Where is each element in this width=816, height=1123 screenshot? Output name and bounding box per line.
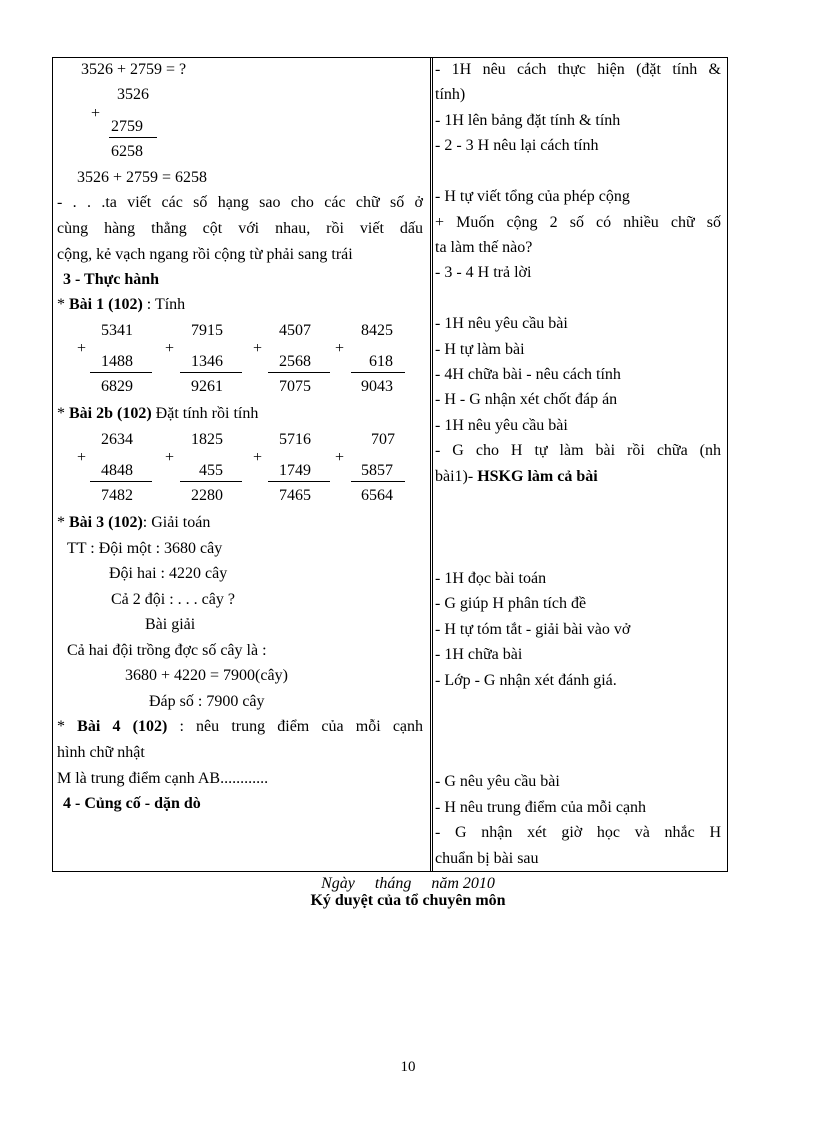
plus-sign: + — [253, 449, 263, 466]
exercise-2-heading — [57, 404, 258, 424]
calc-top: 1825 — [191, 431, 223, 448]
activity-emphasis: HSKG làm cả bài — [477, 468, 598, 485]
midpoint-line: M là trung điểm cạnh AB............ — [57, 770, 269, 787]
activity-line: chuẩn bị bài sau — [435, 850, 539, 867]
sum-line — [90, 372, 152, 373]
date-line: Ngày tháng năm 2010 — [321, 875, 495, 892]
vertical-bottom: 2759 — [111, 118, 143, 135]
activity-line: - G nhận xét giờ học và nhắc H — [435, 824, 721, 841]
sum-line — [268, 481, 330, 482]
calc-result: 2280 — [191, 487, 223, 504]
plus-sign: + — [165, 340, 175, 357]
exercise-4-desc: : nêu trung điểm của mỗi cạnh — [179, 718, 424, 735]
calc-top: 5341 — [101, 322, 133, 339]
exercise-1-title: Bài 1 (102) — [69, 296, 143, 313]
calc-bottom: 1346 — [191, 353, 223, 370]
exercise-4-desc-continued: hình chữ nhật — [57, 744, 145, 761]
equation-question: 3526 + 2759 = ? — [81, 61, 187, 78]
exercise-2-title: Bài 2b (102) — [69, 405, 152, 422]
calc-result: 9043 — [361, 378, 393, 395]
plus-sign: + — [91, 105, 101, 122]
exercise-3-heading — [57, 513, 210, 533]
activity-line: - 1H chữa bài — [435, 646, 523, 663]
activity-line: - 1H nêu yêu cầu bài — [435, 417, 568, 434]
calc-bottom: 455 — [199, 462, 223, 479]
plus-sign: + — [253, 340, 263, 357]
activity-line: - G cho H tự làm bài rồi chữa (nh — [435, 442, 721, 459]
activity-line: - 1H đọc bài toán — [435, 570, 547, 587]
calc-top: 7915 — [191, 322, 223, 339]
solution-answer: Đáp số : 7900 cây — [149, 693, 265, 710]
calc-result: 7482 — [101, 487, 133, 504]
summary-line: Cả 2 đội : . . . cây ? — [111, 591, 235, 608]
activity-line: - H - G nhận xét chốt đáp án — [435, 391, 618, 408]
calc-top: 5716 — [279, 431, 311, 448]
calc-bottom: 1749 — [279, 462, 311, 479]
activity-line: - H tự làm bài — [435, 341, 525, 358]
calc-bottom: 4848 — [101, 462, 133, 479]
sum-line — [180, 372, 242, 373]
summary-line: Đội hai : 4220 cây — [109, 565, 228, 582]
activity-line: - 1H lên bảng đặt tính & tính — [435, 112, 621, 129]
calc-bottom: 618 — [369, 353, 393, 370]
exercise-1-heading — [57, 295, 185, 315]
activity-line: - H nêu trung điểm của mỗi cạnh — [435, 799, 647, 816]
activity-line: - Lớp - G nhận xét đánh giá. — [435, 672, 617, 689]
star: * — [57, 718, 65, 735]
section-practice-heading: 3 - Thực hành — [63, 271, 160, 288]
activity-line: - 1H nêu cách thực hiện (đặt tính & — [435, 61, 721, 78]
calc-top: 8425 — [361, 322, 393, 339]
section-review-heading: 4 - Củng cố - dặn dò — [63, 795, 201, 812]
calc-bottom: 2568 — [279, 353, 311, 370]
exercise-4-heading — [57, 717, 423, 737]
star: * — [57, 296, 65, 313]
star: * — [57, 514, 65, 531]
calc-result: 7465 — [279, 487, 311, 504]
calc-result: 9261 — [191, 378, 223, 395]
explanation-line: cùng hàng thẳng cột với nhau, rồi viết dấu — [57, 220, 423, 237]
plus-sign: + — [77, 449, 87, 466]
exercise-3-title: Bài 3 (102) — [69, 514, 143, 531]
approval-heading: Ký duyệt của tổ chuyên môn — [310, 892, 506, 909]
calc-result: 6829 — [101, 378, 133, 395]
sum-line — [90, 481, 152, 482]
explanation-line: - . . .ta viết các số hạng sao cho các chữ số ở — [57, 194, 423, 211]
activity-line: - 4H chữa bài - nêu cách tính — [435, 366, 621, 383]
activity-text: bài1)- — [435, 468, 478, 485]
calc-result: 7075 — [279, 378, 311, 395]
activity-line: - 3 - 4 H trả lời — [435, 264, 532, 281]
exercise-3-desc: : Giải toán — [142, 514, 211, 531]
activity-line: ta làm thế nào? — [435, 239, 533, 256]
calc-top: 4507 — [279, 322, 311, 339]
plus-sign: + — [77, 340, 87, 357]
sum-line — [268, 372, 330, 373]
star: * — [57, 405, 65, 422]
activity-line: - H tự tóm tắt - giải bài vào vở — [435, 621, 631, 638]
equation-answer: 3526 + 2759 = 6258 — [77, 169, 208, 186]
solution-line: Cả hai đội trồng đợc số cây là : — [67, 642, 267, 659]
calc-bottom: 5857 — [361, 462, 393, 479]
sum-line — [351, 481, 405, 482]
activity-line: - 2 - 3 H nêu lại cách tính — [435, 137, 599, 154]
exercise-1-desc: : Tính — [146, 296, 186, 313]
calc-result: 6564 — [361, 487, 393, 504]
vertical-result: 6258 — [111, 143, 143, 160]
exercise-2-desc: Đặt tính rồi tính — [155, 405, 259, 422]
lesson-table — [52, 57, 728, 872]
activity-line: + Muốn cộng 2 số có nhiều chữ số — [435, 214, 721, 231]
calc-bottom: 1488 — [101, 353, 133, 370]
sum-line — [351, 372, 405, 373]
summary-line: TT : Đội một : 3680 cây — [67, 540, 223, 557]
explanation-line: cộng, kẻ vạch ngang rồi cộng từ phải sang trái — [57, 246, 353, 263]
activity-line: - G giúp H phân tích đề — [435, 595, 587, 612]
plus-sign: + — [165, 449, 175, 466]
activity-line: - G nêu yêu cầu bài — [435, 773, 560, 790]
activity-line: - 1H nêu yêu cầu bài — [435, 315, 568, 332]
calc-top: 707 — [371, 431, 395, 448]
solution-line: 3680 + 4220 = 7900(cây) — [125, 667, 288, 684]
column-divider — [430, 58, 433, 871]
sum-line — [109, 137, 157, 138]
exercise-4-title: Bài 4 (102) — [77, 718, 168, 735]
sum-line — [180, 481, 242, 482]
plus-sign: + — [335, 449, 345, 466]
activity-line: - H tự viết tổng của phép cộng — [435, 188, 630, 205]
solution-heading: Bài giải — [145, 616, 196, 633]
vertical-top: 3526 — [117, 86, 149, 103]
activity-line: tính) — [435, 86, 466, 103]
page-number: 10 — [400, 1059, 416, 1075]
activity-line — [435, 467, 598, 487]
plus-sign: + — [335, 340, 345, 357]
calc-top: 2634 — [101, 431, 133, 448]
